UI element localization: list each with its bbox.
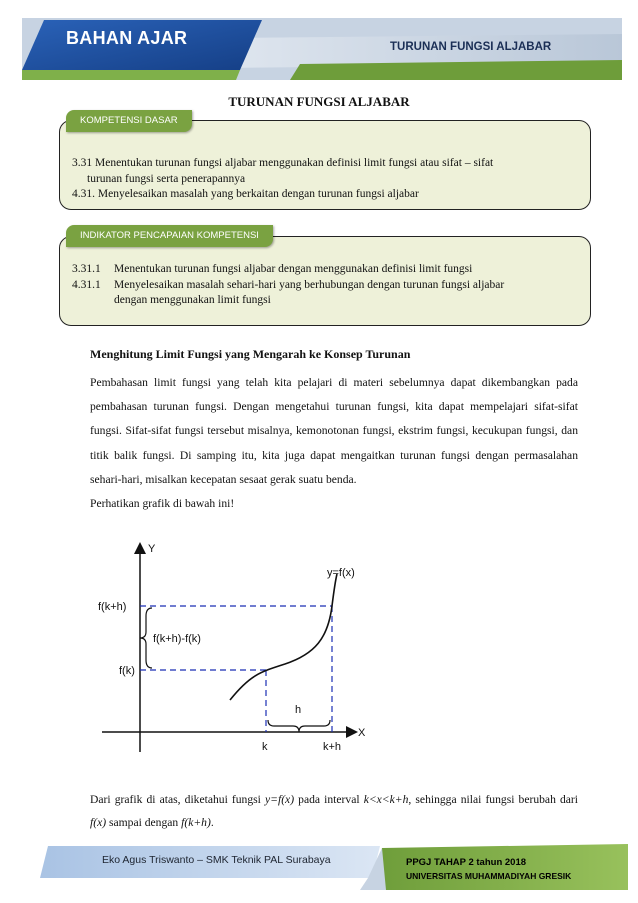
- indikator-item-2: [72, 278, 590, 294]
- paragraph-1: Pembahasan limit fungsi yang telah kita pelajari di materi sebelumnya dapat dikembangkan pada pembahasan turunan fungsi. Dengan mengetahui turunan fungsi, kita dapat mempelajari sifat-sifat fungsi. Sifat-sifat fungsi tersebut misalnya, kemonotonan fungsi, ekstrim fungsi, kecukupan fungsi, dan titik balik fungsi. Di samping itu, kita juga dapat mengaitkan turunan fungsi dengan permasalahan sehari-hari, misalkan kecepatan sesaat gerak suatu benda.: [90, 376, 578, 486]
- fk-label: f(k): [119, 665, 135, 677]
- p3-text-5: .: [210, 816, 214, 829]
- x-axis-label: X: [358, 727, 366, 739]
- function-graph: [90, 530, 390, 760]
- p3-interval: k<x<k+h: [363, 793, 409, 806]
- p3-text-4: sampai dengan: [106, 816, 182, 829]
- kompetensi-dasar-box: [59, 120, 591, 210]
- indikator-item-1-number: 3.31.1: [72, 263, 101, 275]
- p3-text-2: pada interval: [294, 793, 364, 806]
- footer-program: PPGJ TAHAP 2 tahun 2018: [406, 857, 527, 868]
- indikator-item-2-text: Menyelesaikan masalah sehari-hari yang berhubungan dengan turunan fungsi aljabar: [114, 278, 505, 291]
- paragraph-2: Perhatikan grafik di bawah ini!: [90, 497, 235, 510]
- kd-line-1: 3.31 Menentukan turunan fungsi aljabar menggunakan definisi limit fungsi atau sifat – sifat: [72, 157, 494, 169]
- indikator-item-2-number: 4.31.1: [72, 278, 101, 291]
- section-title: Menghitung Limit Fungsi yang Mengarah ke Konsep Turunan: [90, 347, 411, 361]
- function-curve: [230, 574, 337, 700]
- p3-text-1: Dari grafik di atas, diketahui fungsi: [90, 793, 265, 806]
- kompetensi-dasar-tag: KOMPETENSI DASAR: [66, 110, 192, 132]
- fkh-label: f(k+h): [98, 601, 127, 613]
- document-title: TURUNAN FUNGSI ALJABAR: [228, 94, 410, 109]
- footer-university: UNIVERSITAS MUHAMMADIYAH GRESIK: [406, 871, 572, 881]
- indikator-tag: INDIKATOR PENCAPAIAN KOMPETENSI: [66, 225, 273, 247]
- horizontal-brace: [268, 720, 330, 732]
- kd-line-2: 4.31. Menyelesaikan masalah yang berkaitan dengan turunan fungsi aljabar: [72, 188, 419, 200]
- curve-label: y=f(x): [327, 567, 355, 579]
- header-left-title: BAHAN AJAR: [66, 28, 188, 48]
- vertical-brace: [140, 608, 152, 668]
- y-axis-label: Y: [148, 543, 156, 555]
- k-label: k: [262, 741, 268, 753]
- header-right-title: TURUNAN FUNGSI ALJABAR: [390, 41, 552, 53]
- indikator-item-1: [72, 262, 590, 278]
- p3-function: y=f(x): [265, 793, 295, 806]
- indikator-box: [59, 236, 591, 326]
- paragraph-3: [90, 788, 578, 834]
- h-label: h: [295, 704, 302, 716]
- p3-from: f(x): [90, 816, 107, 829]
- p3-text-3: , sehingga nilai fungsi berubah dari: [408, 793, 579, 806]
- footer-author: Eko Agus Triswanto – SMK Teknik PAL Surabaya: [102, 854, 331, 866]
- kh-label: k+h: [323, 741, 342, 753]
- diff-label: f(k+h)-f(k): [153, 633, 201, 645]
- indikator-item-2-cont: dengan menggunakan limit fungsi: [114, 294, 271, 306]
- kd-line-1-cont: turunan fungsi serta penerapannya: [87, 172, 246, 185]
- p3-to: f(k+h): [181, 816, 211, 829]
- indikator-item-1-text: Menentukan turunan fungsi aljabar dengan menggunakan definisi limit fungsi: [114, 263, 473, 275]
